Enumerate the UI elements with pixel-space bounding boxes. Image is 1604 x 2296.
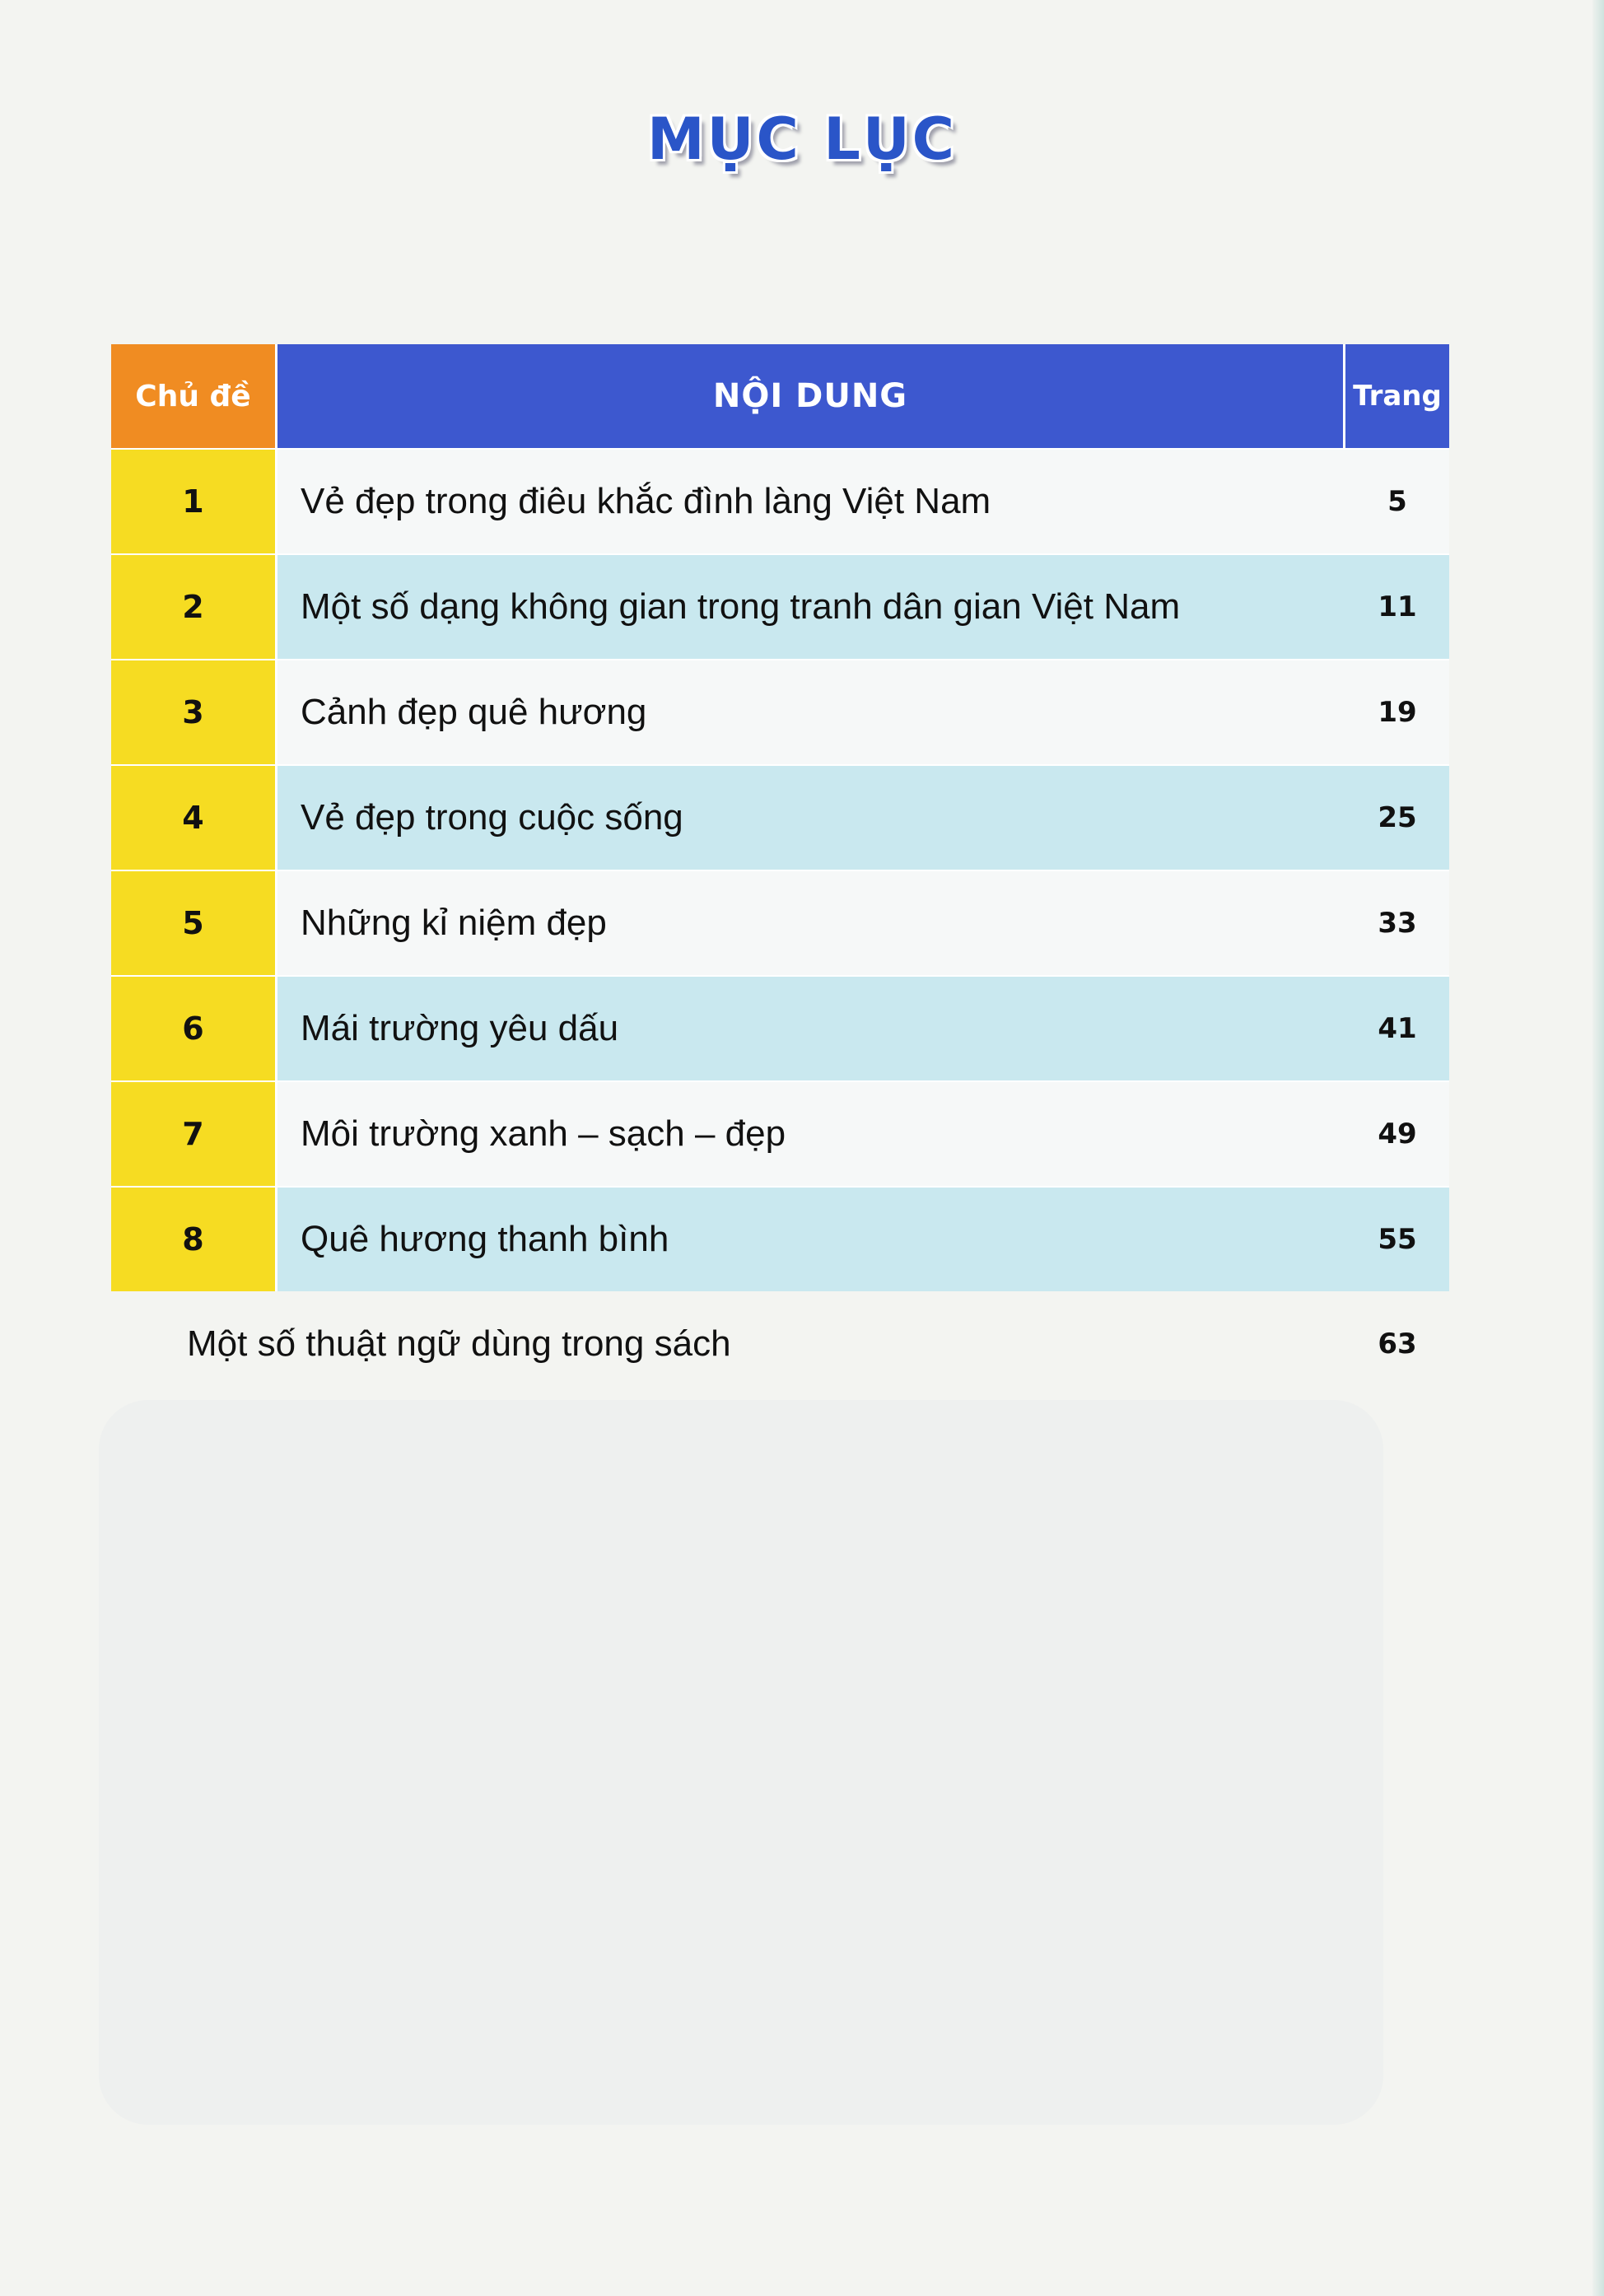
toc-extra-row[interactable] [111,1291,1449,1397]
page-number: 25 [1345,766,1449,870]
toc-row[interactable] [111,1080,1449,1186]
toc-row[interactable] [111,764,1449,870]
toc-row[interactable] [111,1186,1449,1291]
toc-row[interactable] [111,448,1449,553]
topic-number: 5 [111,871,277,975]
page-edge [1592,0,1604,2296]
header-topic: Chủ đề [111,344,277,448]
topic-number: 4 [111,766,277,870]
topic-title: Môi trường xanh – sạch – đẹp [277,1082,1345,1186]
page-number: 41 [1345,977,1449,1080]
toc-row[interactable] [111,975,1449,1080]
page-number: 19 [1345,660,1449,764]
toc-row[interactable] [111,870,1449,975]
topic-title: Những kỉ niệm đẹp [277,871,1345,975]
topic-title: Cảnh đẹp quê hương [277,660,1345,764]
page-number: 33 [1345,871,1449,975]
page-number: 11 [1345,555,1449,659]
page-number: 55 [1345,1188,1449,1291]
topic-title: Một số dạng không gian trong tranh dân gian Việt Nam [277,555,1345,659]
glossary-title: Một số thuật ngữ dùng trong sách [187,1323,731,1364]
header-page: Trang [1345,344,1449,448]
topic-title: Vẻ đẹp trong cuộc sống [277,766,1345,870]
background-bleed [99,1400,1383,2125]
page-number: 5 [1345,450,1449,553]
topic-number: 3 [111,660,277,764]
topic-number: 6 [111,977,277,1080]
table-of-contents [111,344,1449,1397]
topic-number: 2 [111,555,277,659]
topic-title: Quê hương thanh bình [277,1188,1345,1291]
toc-row[interactable] [111,553,1449,659]
toc-row[interactable] [111,659,1449,764]
topic-number: 8 [111,1188,277,1291]
topic-number: 1 [111,450,277,553]
topic-title: Mái trường yêu dấu [277,977,1345,1080]
topic-number: 7 [111,1082,277,1186]
glossary-page-number: 63 [1378,1328,1417,1360]
header-content: NỘI DUNG [277,344,1345,448]
topic-title: Vẻ đẹp trong điêu khắc đình làng Việt Nam [277,450,1345,553]
table-header [111,344,1449,448]
page-title: MỤC LỤC [646,105,958,173]
page-number: 49 [1345,1082,1449,1186]
